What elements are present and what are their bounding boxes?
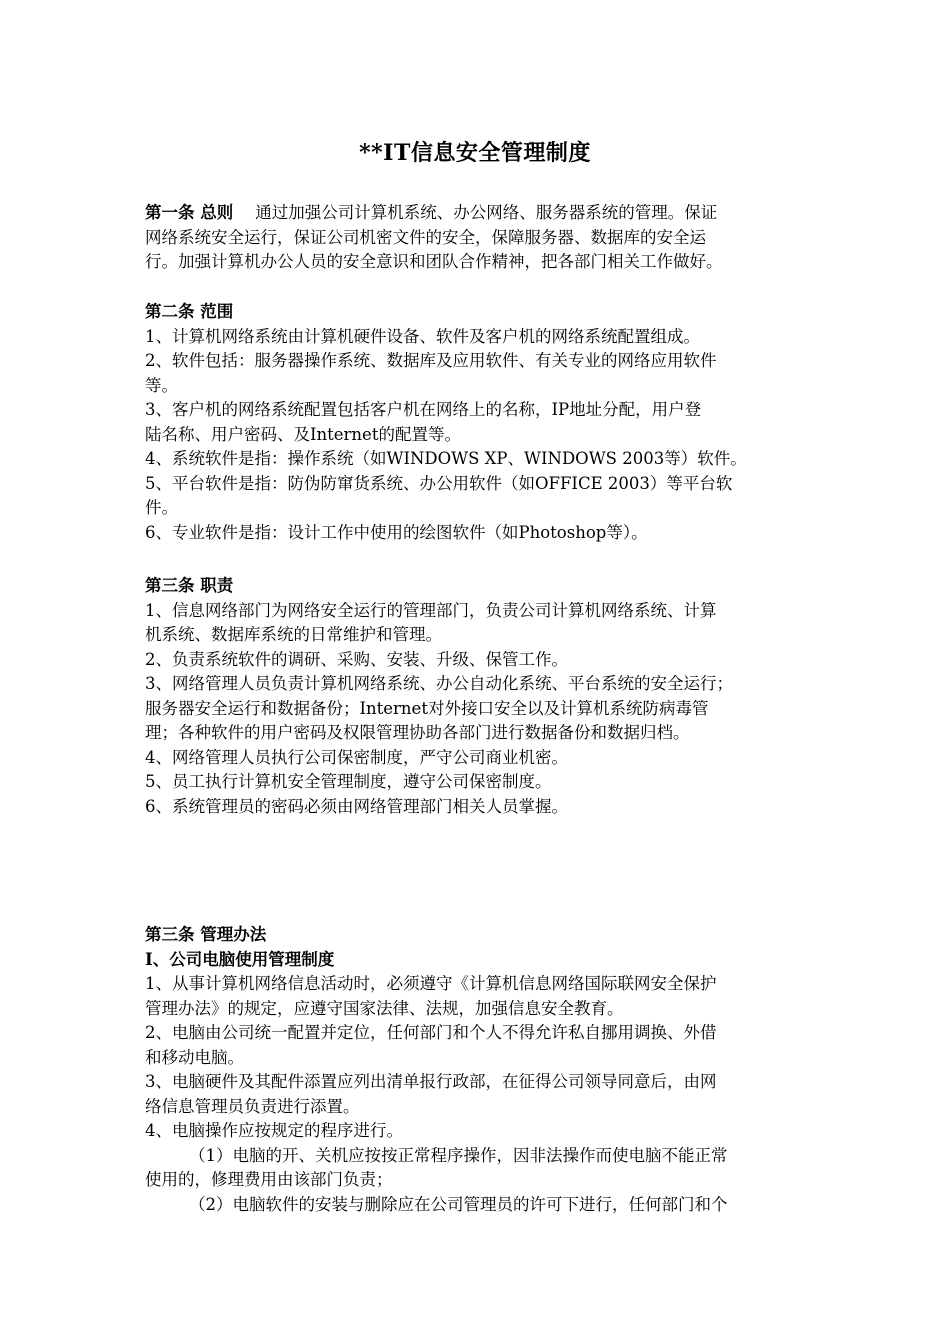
list-item: 1、计算机网络系统由计算机硬件设备、软件及客户机的网络系统配置组成。 <box>145 326 700 346</box>
list-item: 3、网络管理人员负责计算机网络系统、办公自动化系统、平台系统的安全运行； <box>145 674 733 693</box>
list-item: 管理办法》的规定，应遵守国家法律、法规，加强信息安全教育。 <box>145 998 624 1018</box>
list-item: 2、电脑由公司统一配置并定位，任何部门和个人不得允许私自挪用调换、外借 <box>145 1023 717 1042</box>
list-item: 件。 <box>145 498 178 517</box>
article-management <box>145 923 810 1217</box>
list-item: 和移动电脑。 <box>145 1047 244 1067</box>
article-heading: 第一条 总则 <box>145 203 234 222</box>
article-scope <box>145 300 810 545</box>
paragraph-line: 通过加强公司计算机系统、办公网络、服务器系统的管理。保证 <box>255 203 718 222</box>
sub-list-item: 使用的，修理费用由该部门负责； <box>145 1170 393 1189</box>
list-item: 等。 <box>145 375 178 395</box>
list-item: 6、专业软件是指：设计工作中使用的绘图软件（如Photoshop等）。 <box>145 522 648 542</box>
article-duties <box>145 574 810 819</box>
list-item: 理；各种软件的用户密码及权限管理协助各部门进行数据备份和数据归档。 <box>145 723 690 742</box>
paragraph-line: 网络系统安全运行，保证公司机密文件的安全，保障服务器、数据库的安全运 <box>145 227 706 247</box>
sub-list-item: （1）电脑的开、关机应按按正常程序操作，因非法操作而使电脑不能正常 <box>189 1145 728 1165</box>
list-item: 3、电脑硬件及其配件添置应列出清单报行政部，在征得公司领导同意后，由网 <box>145 1072 717 1091</box>
list-item: 2、负责系统软件的调研、采购、安装、升级、保管工作。 <box>145 649 568 669</box>
list-item: 3、客户机的网络系统配置包括客户机在网络上的名称，IP地址分配，用户登 <box>145 400 702 419</box>
list-item: 陆名称、用户密码、及Internet的配置等。 <box>145 424 461 444</box>
list-item: 2、软件包括：服务器操作系统、数据库及应用软件、有关专业的网络应用软件 <box>145 351 717 370</box>
list-item: 1、信息网络部门为网络安全运行的管理部门，负责公司计算机网络系统、计算 <box>145 600 717 620</box>
section-subheading: I、公司电脑使用管理制度 <box>145 949 335 969</box>
list-item: 络信息管理员负责进行添置。 <box>145 1096 360 1116</box>
list-item: 服务器安全运行和数据备份；Internet对外接口安全以及计算机系统防病毒管 <box>145 698 709 718</box>
list-item: 4、电脑操作应按规定的程序进行。 <box>145 1121 403 1140</box>
list-item: 1、从事计算机网络信息活动时，必须遵守《计算机信息网络国际联网安全保护 <box>145 974 717 993</box>
article-heading: 第三条 管理办法 <box>145 925 267 944</box>
list-item: 4、系统软件是指：操作系统（如WINDOWS XP、WINDOWS 2003等）软件。 <box>145 449 747 468</box>
list-item: 5、平台软件是指：防伪防窜货系统、办公用软件（如OFFICE 2003）等平台软 <box>145 473 733 493</box>
article-general-first-line <box>145 201 810 226</box>
paragraph-line: 行。加强计算机办公人员的安全意识和团队合作精神，把各部门相关工作做好。 <box>145 252 723 271</box>
article-heading: 第三条 职责 <box>145 576 234 595</box>
sub-list-item: （2）电脑软件的安装与删除应在公司管理员的许可下进行，任何部门和个 <box>189 1194 728 1214</box>
document-title: **IT信息安全管理制度 <box>359 140 591 166</box>
list-item: 4、网络管理人员执行公司保密制度，严守公司商业机密。 <box>145 747 568 767</box>
article-general <box>145 201 810 275</box>
list-item: 6、系统管理员的密码必须由网络管理部门相关人员掌握。 <box>145 796 568 816</box>
article-heading: 第二条 范围 <box>145 302 234 321</box>
list-item: 机系统、数据库系统的日常维护和管理。 <box>145 625 442 644</box>
list-item: 5、员工执行计算机安全管理制度，遵守公司保密制度。 <box>145 772 552 791</box>
